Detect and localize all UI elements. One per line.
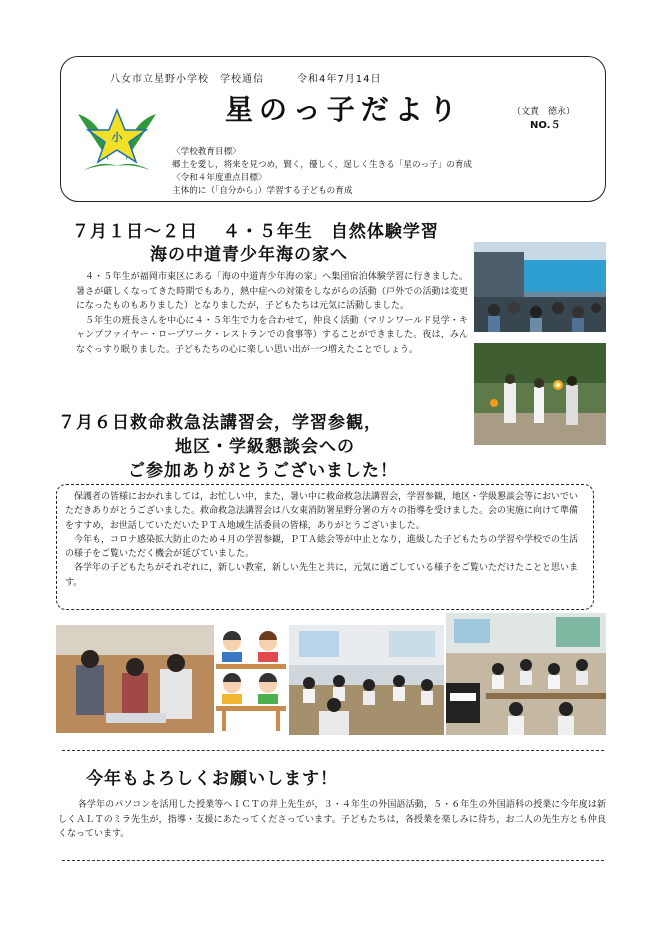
section1-title-line1: ７月１日～２日 ４・５年生 自然体験学習 (72, 222, 439, 242)
section1-para1: ４・５年生が福岡市東区にある「海の中道青少年海の家」へ集団宿泊体験学習に行きました。暑さが厳しくなってきた時期でもあり，熱中症への対策をしながらの活動（戸外での活動は変更になったものもありました）となりましたが，子どもたちは元気に活動しました。 (76, 272, 468, 312)
cpr-training-photo (56, 625, 214, 733)
section2-title-line3: ご参加ありがとうございました！ (128, 461, 398, 481)
section2-para3: 各学年の子どもたちがそれぞれに，新しい教室，新しい先生と共に，元気に過ごしている様子をご覧いただけたことと思います。 (65, 563, 579, 588)
svg-text:小: 小 (111, 131, 123, 144)
classroom-photo-1 (289, 625, 444, 735)
focus-text: 主体的に（「自分から」）学習する子どもの育成 (172, 186, 353, 196)
section2-title-line1: ７月６日救命救急法講習会，学習参観， (58, 413, 382, 433)
star-moon-logo-icon (76, 100, 158, 174)
section3-title: 今年もよろしくお願いします！ (86, 769, 338, 789)
school-info-line: 八女市立星野小学校 学校通信 令和4年7月14日 (110, 74, 382, 85)
section2-para2: 今年も，コロナ感染拡大防止のため４月の学習参観，ＰＴＡ総会等が中止となり，進級した子どもたちの学習や学校での生活の様子をご覧いただく機会が延びていました。 (65, 534, 579, 560)
section3-body: 各学年のパソコンを活用した授業等へＩＣＴの井上先生が，３・４年生の外国語活動，５・６年生の外国語科の授業に今年度は新しくＡＬＴのミラ先生が，指導・支援にあたってくださっています。子どもたちは，各授業を楽しみに待ち，お二人の先生方とも仲良くなっています。 (58, 800, 606, 839)
studying-children-illustration (214, 628, 288, 736)
newsletter-title: 星のっ子だより (225, 93, 463, 126)
thank-you-message-box (56, 484, 594, 610)
aquarium-photo (474, 242, 606, 332)
divider-bottom (62, 860, 604, 861)
section1-body (76, 270, 468, 358)
school-goals (172, 146, 472, 198)
section1-title-line2: 海の中道青少年海の家へ (150, 245, 348, 265)
classroom-photo-2 (446, 613, 606, 735)
goal-text: 郷土を愛し，将来を見つめ，賢く，優しく，逞しく生きる「星のっ子」の育成 (172, 160, 473, 170)
section1-para2: ５年生の班長さんを中心に４・５年生で力を合わせて，仲良く活動（マリンワールド見学・キャンプファイヤー・ロープワーク・レストランでの食事等）することができました。夜は，みんなぐっすり眠りました。子どもたちの心に楽しい思い出が一つ増えたことでしょう。 (76, 315, 468, 355)
section2-para1: 保護者の皆様におかれましては，お忙しい中，また，暑い中に救命救急法講習会，学習参観，地区・学級懇談会等においでいただきありがとうございました。救命救急法講習会は八女東消防署星野分署の方々の指導を受けました。会の実施に向けて準備をすすめ，お世話していただいたＰＴＡ地域生活委員の皆様，ありがとうございました。 (65, 492, 579, 531)
focus-heading: 〈令和４年度重点目標〉 (172, 173, 267, 183)
section2-title-line2: 地区・学級懇談会への (175, 437, 355, 457)
issue-number: NO.５ (530, 120, 561, 131)
campfire-photo (474, 343, 606, 445)
author-note: （文責 徳永） (512, 107, 576, 117)
goal-heading: 〈学校教育目標〉 (172, 147, 241, 157)
divider-top (62, 750, 604, 751)
